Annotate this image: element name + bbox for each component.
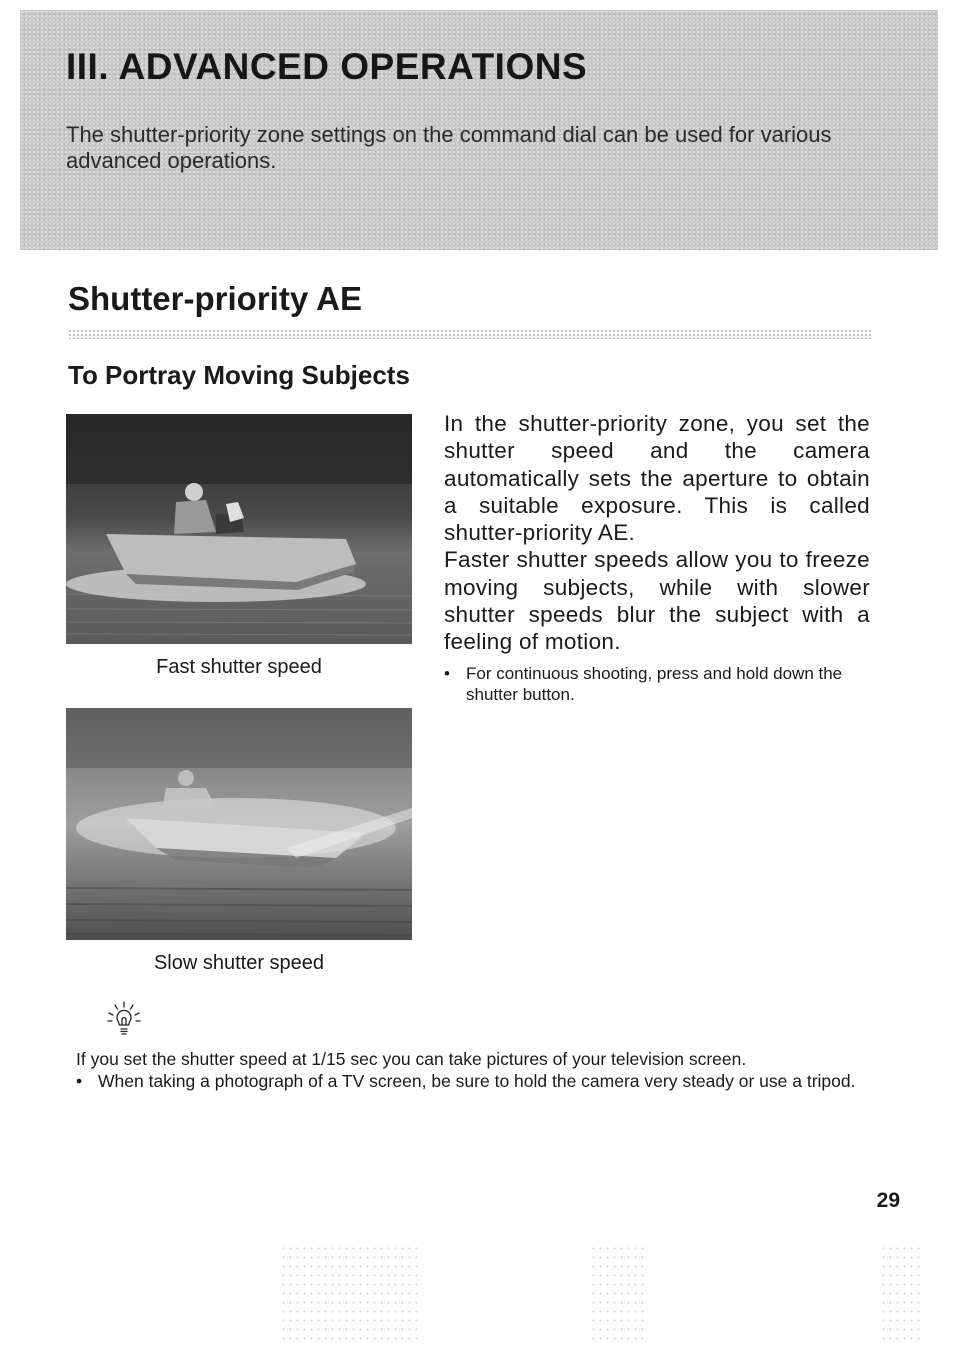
chapter-intro: The shutter-priority zone settings on the command dial can be used for various advanced operations. <box>66 122 832 173</box>
subsection-title: To Portray Moving Subjects <box>68 360 410 390</box>
bullet-icon: • <box>444 664 450 683</box>
note-text: For continuous shooting, press and hold down the shutter button. <box>466 664 843 704</box>
scan-artifact <box>280 1244 420 1340</box>
body-text <box>444 410 870 656</box>
chapter-banner <box>20 10 938 250</box>
section-divider <box>68 329 872 339</box>
fast-shutter-caption: Fast shutter speed <box>156 656 322 678</box>
chapter-title: III. ADVANCED OPERATIONS <box>66 46 588 87</box>
lightbulb-icon <box>102 1000 146 1044</box>
body-paragraph-2: Faster shutter speeds allow you to freeze moving subjects, while with slower shutter speeds blur the subject with a feeling of motion. <box>444 547 870 655</box>
continuous-shooting-note <box>444 663 870 705</box>
body-paragraph-1: In the shutter-priority zone, you set the shutter speed and the camera automatically sets the aperture to obtain a suitable exposure. This is called shutter-priority AE. <box>444 411 870 546</box>
bullet-icon: • <box>76 1071 83 1091</box>
slow-shutter-caption: Slow shutter speed <box>153 952 325 974</box>
fast-shutter-photo <box>66 414 412 644</box>
scan-artifact <box>590 1244 646 1340</box>
slow-shutter-photo <box>66 708 412 940</box>
scan-artifact <box>880 1244 920 1340</box>
tip-bullet <box>76 1071 866 1092</box>
page-number: 29 <box>876 1189 900 1212</box>
section-title: Shutter-priority AE <box>68 280 362 317</box>
tip-bullet-text: When taking a photograph of a TV screen, be sure to hold the camera very steady or use a tripod. <box>98 1071 856 1091</box>
tip-text: If you set the shutter speed at 1/15 sec you can take pictures of your television screen. <box>76 1049 747 1069</box>
